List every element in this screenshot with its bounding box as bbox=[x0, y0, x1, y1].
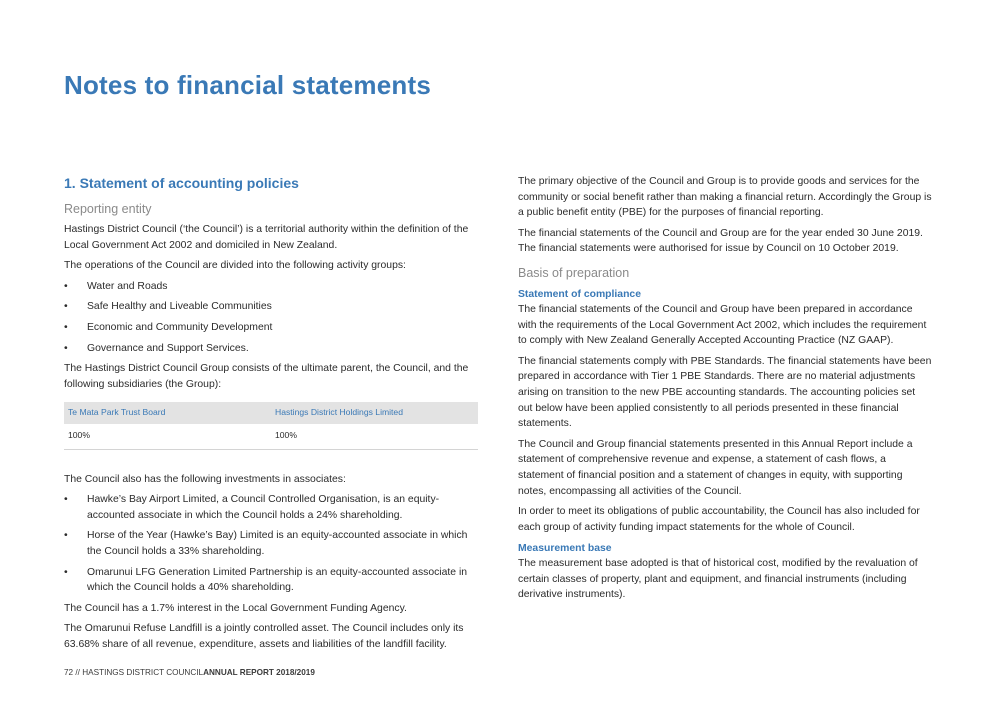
table-cell: 100% bbox=[271, 424, 478, 449]
measurement-base-heading: Measurement base bbox=[518, 543, 612, 555]
paragraph: The Hastings District Council Group consists of the ultimate parent, the Council, and the following subsidiaries (the Group): bbox=[64, 363, 469, 390]
footer-report: ANNUAL REPORT 2018/2019 bbox=[203, 668, 315, 677]
list-item: • Governance and Support Services. bbox=[64, 341, 478, 357]
bullet-icon: • bbox=[64, 321, 68, 333]
paragraph: The primary objective of the Council and Group is to provide goods and services for the community or social benefit rather than making a financial return. Accordingly the Group is a public benefit entity (PBE) for the purposes of financial reporting. bbox=[518, 176, 932, 219]
activity-groups-list bbox=[64, 279, 478, 356]
bullet-icon: • bbox=[64, 530, 68, 542]
list-item: • Horse of the Year (Hawke’s Bay) Limited is an equity-accounted associate in which the Council holds a 33% shareholding. bbox=[64, 530, 468, 557]
list-item: • Hawke’s Bay Airport Limited, a Council Controlled Organisation, is an equity-accounted associate in which the Council holds a 24% shareholding. bbox=[64, 494, 440, 521]
bullet-icon: • bbox=[64, 494, 68, 506]
table-header-cell: Te Mata Park Trust Board bbox=[64, 402, 271, 424]
page-title: Notes to financial statements bbox=[64, 70, 431, 100]
paragraph: The Council and Group financial statements presented in this Annual Report include a statement of comprehensive revenue and expense, a statement of cash flows, a statement of financial position and a statement of changes in equity, with supporting notes, encompassing all activities of the Council. bbox=[518, 438, 913, 497]
table-header-cell: Hastings District Holdings Limited bbox=[271, 402, 478, 424]
paragraph: The measurement base adopted is that of historical cost, modified by the revaluation of certain classes of property, plant and equipment, and financial instruments (including derivative instruments). bbox=[518, 558, 918, 601]
statement-of-compliance-heading: Statement of compliance bbox=[518, 288, 641, 300]
subsidiaries-table bbox=[64, 402, 478, 449]
list-item: • Omarunui LFG Generation Limited Partnership is an equity-accounted associate in which the Council holds a 40% shareholding. bbox=[64, 566, 468, 594]
paragraph: The Council also has the following investments in associates: bbox=[64, 473, 346, 485]
basis-of-preparation-heading: Basis of preparation bbox=[518, 265, 630, 280]
bullet-icon: • bbox=[64, 280, 68, 292]
list-item: • Economic and Community Development bbox=[64, 320, 478, 336]
paragraph: In order to meet its obligations of public accountability, the Council has also included for each group of activity funding impact statements for the whole of Council. bbox=[518, 506, 920, 533]
paragraph: Hastings District Council (‘the Council’) is a territorial authority within the definition of the Local Government Act 2002 and domiciled in New Zealand. bbox=[64, 224, 469, 251]
paragraph: The financial statements comply with PBE Standards. The financial statements have been prepared in accordance with Tier 1 PBE Standards. There are no material adjustments arising on transition to the new PBE accounting standards. The accounting policies set out below have been applied consistently to all periods presented in these financial statements. bbox=[518, 355, 932, 430]
left-column bbox=[64, 174, 478, 657]
bullet-icon: • bbox=[64, 342, 68, 354]
list-item: • Safe Healthy and Liveable Communities bbox=[64, 299, 478, 315]
table-header-row bbox=[64, 402, 478, 424]
bullet-icon: • bbox=[64, 301, 68, 313]
page-footer bbox=[64, 668, 315, 677]
paragraph: The Omarunui Refuse Landfill is a jointly controlled asset. The Council includes only its 63.68% share of all revenue, expenditure, assets and liabilities of the landfill facility. bbox=[64, 623, 464, 650]
reporting-entity-heading: Reporting entity bbox=[64, 202, 152, 216]
paragraph: The Council has a 1.7% interest in the Local Government Funding Agency. bbox=[64, 602, 407, 614]
table-cell: 100% bbox=[64, 424, 271, 449]
paragraph: The financial statements of the Council and Group have been prepared in accordance with the requirements of the Local Government Act 2002, which includes the requirement to comply with New Zealand Generally Accepted Accounting Practice (NZ GAAP). bbox=[518, 303, 927, 347]
bullet-icon: • bbox=[64, 566, 68, 578]
section-title: 1. Statement of accounting policies bbox=[64, 175, 299, 191]
paragraph: The financial statements of the Council and Group are for the year ended 30 June 2019. The financial statements were authorised for issue by Council on 10 October 2019. bbox=[518, 227, 923, 255]
paragraph: The operations of the Council are divided into the following activity groups: bbox=[64, 260, 406, 272]
right-column bbox=[518, 174, 932, 608]
footer-separator: // bbox=[75, 668, 80, 677]
page-number: 72 bbox=[64, 668, 74, 677]
associates-list bbox=[64, 492, 478, 596]
footer-org: HASTINGS DISTRICT COUNCIL bbox=[82, 668, 204, 677]
table-row bbox=[64, 424, 478, 449]
list-item: • Water and Roads bbox=[64, 279, 478, 295]
